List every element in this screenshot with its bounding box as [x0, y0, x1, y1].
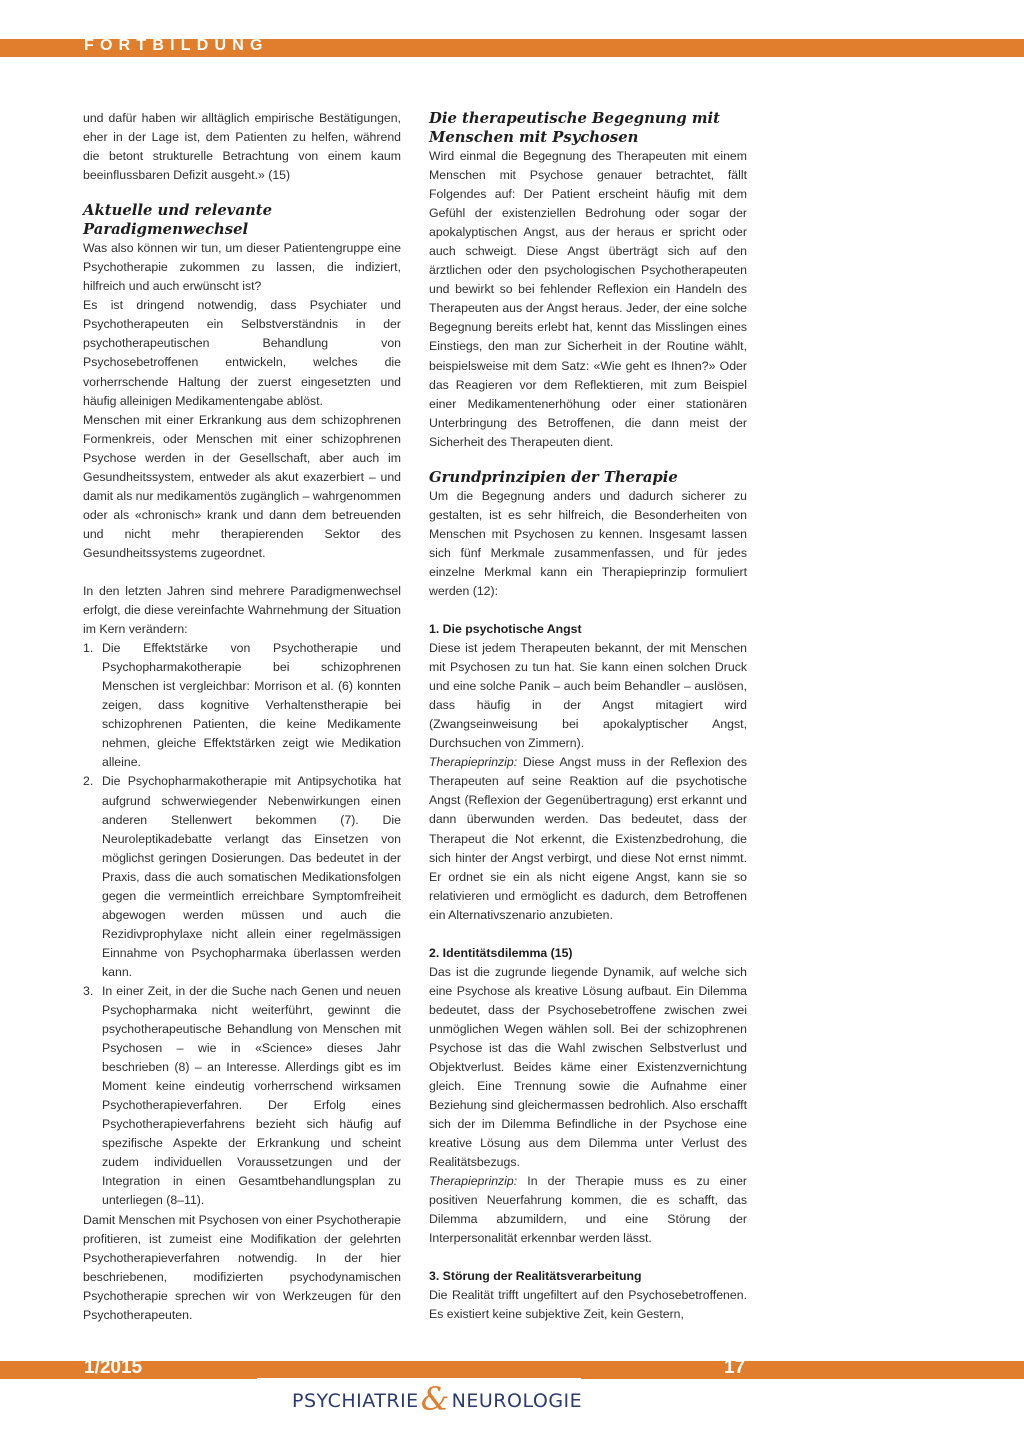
- paragraph: [429, 753, 747, 924]
- list-number: 2.: [83, 774, 94, 789]
- therapy-principle-label: Therapieprinzip:: [429, 1174, 518, 1189]
- paragraph: In den letzten Jahren sind mehrere Paradigmenwechsel erfolgt, die diese vereinfachte Wahrnehmung der Situation im Kern verändern:: [83, 583, 401, 637]
- therapy-principle-text: Diese Angst muss in der Reflexion des Therapeuten auf seine Reaktion auf die psychotische Angst (Reflexion der Gegenübertragung) erst erkannt und dann überwunden werden. Das bedeutet, dass der Therapeut die Not erkennt, die Existenzbedrohung, die sich hinter der Angst verbirgt, und diese Not ernst nimmt. Er ordnet sie ein als nicht eigene Angst, kann sie so relativieren und ermöglicht es dadurch, dem Betroffenen ein Alternativszenario anzubieten.: [429, 755, 747, 922]
- subheading: 3. Störung der Realitätsverarbeitung: [429, 1269, 642, 1284]
- page-number: 17: [724, 1357, 746, 1378]
- journal-name-left: PSYCHIATRIE: [292, 1390, 419, 1412]
- list-number: 3.: [83, 983, 94, 998]
- issue-number: 1/2015: [84, 1357, 143, 1378]
- section-heading: Grundprinzipien der Therapie: [429, 468, 678, 486]
- section-label: FORTBILDUNG: [84, 37, 269, 54]
- section-heading: Die therapeutische Begegnung mit Menschen mit Psychosen: [429, 110, 720, 146]
- right-column: [429, 109, 747, 1325]
- left-column: [83, 109, 401, 1325]
- subheading: 2. Identitätsdilemma (15): [429, 945, 573, 960]
- paragraph: Diese ist jedem Therapeuten bekannt, der mit Menschen mit Psychosen zu tun hat. Sie kann einen solchen Druck und eine solche Panik – auch beim Behandler – auslösen, dass häufig in der Angst mitagiert wird (Zwangseinweisung bei apokalyptischer Angst, Durchsuchen von Zimmern).: [429, 641, 747, 751]
- paragraph: Das ist die zugrunde liegende Dynamik, auf welche sich eine Psychose als kreative Lösung aufbaut. Ein Dilemma bedeutet, dass der Psychosebetroffene zwischen zwei unmöglichen Wegen wählen soll. Bei der schizophrenen Psychose ist das die Wahl zwischen Selbstverlust und Objektverlust. Beides käme einer Existenzvernichtung gleich. Eine Trennung sowie die Aufnahme einer Beziehung sind gleichermassen bedrohlich. Also erschafft sich der im Dilemma Befindliche in der Psychose eine kreative Lösung aus dem Dilemma unter Verlust des Realitätsbezugs.: [429, 964, 747, 1170]
- therapy-principle-text: In der Therapie muss es zu einer positiven Neuerfahrung kommen, die es schafft, das Dilemma abzumildern, und eine Störung der Interpersonalität erkennbar werden lässt.: [429, 1174, 747, 1246]
- intro-paragraph: und dafür haben wir alltäglich empirische Bestätigungen, eher in der Lage ist, dem Patienten zu helfen, während die betont strukturelle Betrachtung von einem kaum beeinflussbaren Defizit ausgeht.» (15): [83, 111, 401, 183]
- paragraph: Damit Menschen mit Psychosen von einer Psychotherapie profitieren, ist zumeist eine Modifikation der gelehrten Psychotherapieverfahren notwendig. In der hier beschriebenen, modifizierten psychodynamischen Psychotherapie sprechen wir von Werkzeugen für den Psychotherapeuten.: [83, 1212, 401, 1322]
- journal-logo: [292, 1380, 582, 1418]
- paragraph: Um die Begegnung anders und dadurch sicherer zu gestalten, ist es sehr hilfreich, die Besonderheiten von Menschen mit Psychosen zu kennen. Insgesamt lassen sich fünf Merkmale zusammenfassen, und für jedes einzelne Merkmal kann ein Therapieprinzip formuliert werden (12):: [429, 488, 747, 598]
- paragraph: Was also können wir tun, um dieser Patientengruppe eine Psychotherapie zukommen zu lassen, die indiziert, hilfreich und auch erwünscht ist?: [83, 241, 401, 294]
- paragraph: Menschen mit einer Erkrankung aus dem schizophrenen Formenkreis, oder Menschen mit einer schizophrenen Psychose werden in der Gesellschaft, aber auch im Gesundheitssystem, entweder als akut exazerbiert – und damit als nur medikamentös zugänglich – wahrgenommen oder als «chronisch» krank und dann dem betreuenden und nicht mehr therapierenden Sektor des Gesundheitssystems zugeordnet.: [83, 412, 401, 560]
- list-item: [83, 982, 401, 1211]
- list-text: Die Effektstärke von Psychotherapie und Psychopharmakotherapie bei schizophrenen Menschen ist vergleichbar: Morrison et al. (6) konnten zeigen, dass kognitive Verhaltenstherapie bei schizophrenen Patienten, die keine Medikamente nehmen, gleiche Effektstärken zeigt wie Medikation alleine.: [102, 641, 401, 770]
- subheading: 1. Die psychotische Angst: [429, 622, 582, 637]
- paragraph: Wird einmal die Begegnung des Therapeuten mit einem Menschen mit Psychose genauer betrachtet, fällt Folgendes auf: Der Patient erscheint häufig mit dem Gefühl der existenziellen Bedrohung oder sogar der apokalyptischen Angst, aus der heraus er spricht oder auch schweigt. Diese Angst überträgt sich auf den ärztlichen oder den psychologischen Psychotherapeuten und bewirkt so bei fehlender Reflexion ein Handeln des Therapeuten aus der Angst heraus. Jeder, der eine solche Begegnung bereits erlebt hat, kennt das Misslingen eines Einstiegs, den man zur Sicherheit in der Routine wählt, beispielsweise mit dem Satz: «Wie geht es Ihnen?» Oder das Reagieren vor dem Reflektieren, mit zum Beispiel einer Medikamentenerhöhung oder einer stationären Unterbringung des Betroffenen, die dann meist der Sicherheit des Therapeuten dient.: [429, 149, 747, 449]
- paragraph: Die Realität trifft ungefiltert auf den Psychosebetroffenen. Es existiert keine subjektive Zeit, kein Gestern,: [429, 1288, 747, 1322]
- list-text: Die Psychopharmakotherapie mit Antipsychotika hat aufgrund schwerwiegender Nebenwirkungen einen anderen Stellenwert bekommen (7). Die Neuroleptikadebatte verlangt das Einsetzen von möglichst geringen Dosierungen. Das bedeutet in der Praxis, dass die auch somatischen Medikationsfolgen gegen die vermeintlich erreichbare Symptomfreiheit abgewogen werden müssen und auch die Rezidivprophylaxe nicht allein einer regelmässigen Einnahme von Psychopharmaka überlassen werden kann.: [102, 774, 401, 979]
- list-number: 1.: [83, 641, 94, 656]
- journal-ampersand: &: [420, 1380, 450, 1418]
- list-item: [83, 639, 401, 772]
- numbered-list: [83, 639, 401, 1210]
- paragraph: Es ist dringend notwendig, dass Psychiater und Psychotherapeuten ein Selbstverständnis in der psychotherapeutischen Behandlung von Psychosebetroffenen entwickeln, welches die vorherrschende Haltung der zuerst eingesetzten und häufig alleinigen Medikamentengabe ablöst.: [83, 298, 401, 408]
- section-heading: Aktuelle und relevante Paradigmenwechsel: [83, 202, 272, 239]
- list-text: In einer Zeit, in der die Suche nach Genen und neuen Psychopharmaka nicht weiterführt, gewinnt die psychotherapeutische Behandlung von Menschen mit Psychosen – wie in «Science» dieses Jahr beschrieben (8) – an Interesse. Allerdings gibt es im Moment keine eindeutig vorherrschend wirksamen Psychotherapieverfahren. Der Erfolg eines Psychotherapieverfahrens bezieht sich häufig auf spezifische Aspekte der Erkrankung und scheint zudem individuellen Voraussetzungen und der Integration in einen Gesamtbehandlungsplan zu unterliegen (8–11).: [102, 983, 401, 1208]
- journal-name-right: NEUROLOGIE: [451, 1390, 583, 1412]
- list-item: [83, 772, 401, 982]
- paragraph: [429, 1172, 747, 1248]
- footer-bar: [0, 1361, 1024, 1379]
- therapy-principle-label: Therapieprinzip:: [429, 755, 518, 770]
